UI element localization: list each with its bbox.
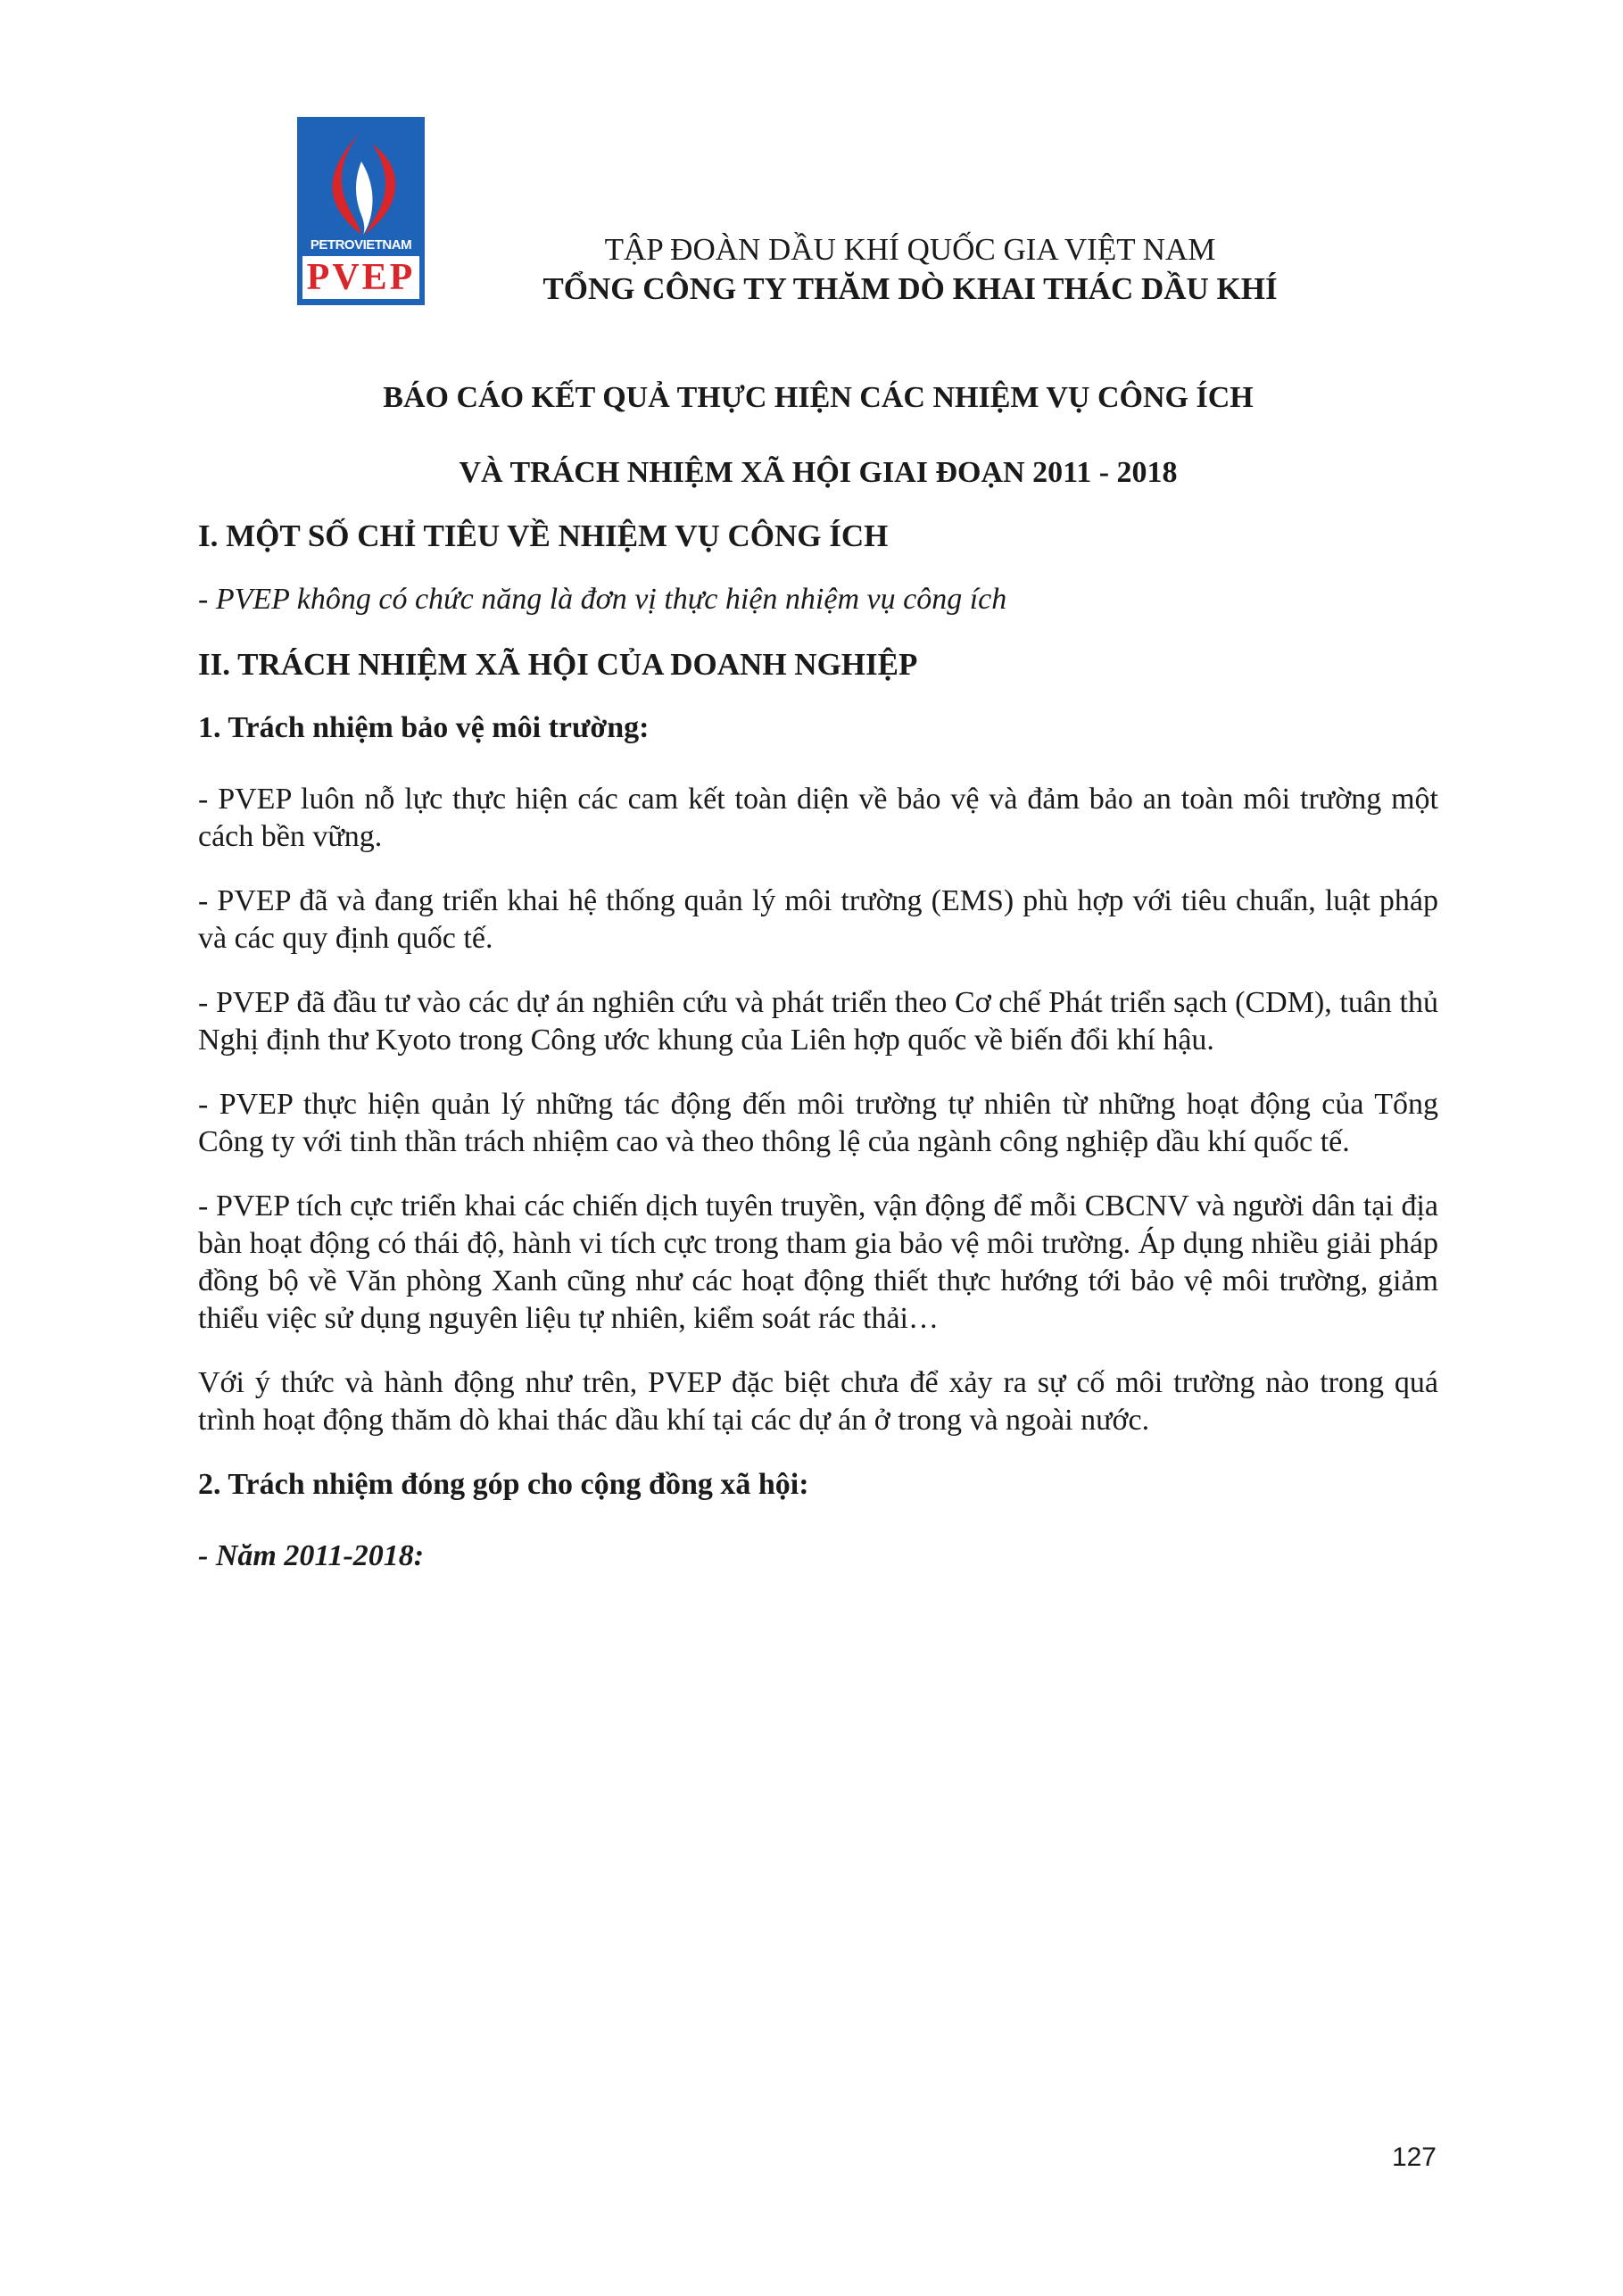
- pvep-logo: [297, 117, 425, 305]
- paragraph: - PVEP đã và đang triển khai hệ thống quản lý môi trường (EMS) phù hợp với tiêu chuẩn, luật pháp và các quy định quốc tế.: [198, 884, 1438, 955]
- paragraph: - PVEP thực hiện quản lý những tác động đến môi trường tự nhiên từ những hoạt động của Tổng Công ty với tinh thần trách nhiệm cao và theo thông lệ của ngành công nghiệp dầu khí quốc tế.: [198, 1088, 1438, 1158]
- page-number: 127: [1391, 2143, 1437, 2172]
- paragraph: Với ý thức và hành động như trên, PVEP đặc biệt chưa để xảy ra sự cố môi trường nào trong quá trình hoạt động thăm dò khai thác dầu khí tại các dự án ở trong và ngoài nước.: [198, 1366, 1438, 1437]
- document-body: [198, 379, 1438, 1575]
- section1-note: - PVEP không có chức năng là đơn vị thực hiện nhiệm vụ công ích: [198, 583, 1007, 616]
- period-label: - Năm 2011-2018:: [198, 1539, 425, 1572]
- paragraph: - PVEP luôn nỗ lực thực hiện các cam kết toàn diện về bảo vệ và đảm bảo an toàn môi trường một cách bền vững.: [198, 783, 1438, 853]
- company-name: TỔNG CÔNG TY THĂM DÒ KHAI THÁC DẦU KHÍ: [542, 271, 1278, 306]
- section1-heading: I. MỘT SỐ CHỈ TIÊU VỀ NHIỆM VỤ CÔNG ÍCH: [198, 518, 889, 553]
- logo-brand-text: PETROVIETNAM: [310, 237, 412, 253]
- paragraph: - PVEP tích cực triển khai các chiến dịch tuyên truyền, vận động để mỗi CBCNV và người dân tại địa bàn hoạt động có thái độ, hành vi tích cực trong tham gia bảo vệ môi trường. Áp dụng nhiều giải pháp đồng bộ về Văn phòng Xanh cũng như các hoạt động thiết thực hướng tới bảo vệ môi trường, giảm thiểu việc sử dụng nguyên liệu tự nhiên, kiểm soát rác thải…: [198, 1189, 1438, 1335]
- subsection1-heading: 1. Trách nhiệm bảo vệ môi trường:: [198, 711, 650, 744]
- paragraph: - PVEP đã đầu tư vào các dự án nghiên cứu và phát triển theo Cơ chế Phát triển sạch (CDM), tuân thủ Nghị định thư Kyoto trong Công ước khung của Liên hợp quốc về biến đổi khí hậu.: [198, 986, 1438, 1057]
- report-title-line1: BÁO CÁO KẾT QUẢ THỰC HIỆN CÁC NHIỆM VỤ CÔNG ÍCH: [383, 381, 1254, 414]
- parent-organization: TẬP ĐOÀN DẦU KHÍ QUỐC GIA VIỆT NAM: [604, 232, 1216, 267]
- logo-name-text: PVEP: [302, 256, 419, 299]
- section2-heading: II. TRÁCH NHIỆM XÃ HỘI CỦA DOANH NGHIỆP: [198, 647, 918, 682]
- report-title-line2: VÀ TRÁCH NHIỆM XÃ HỘI GIAI ĐOẠN 2011 - 2018: [459, 456, 1178, 489]
- subsection2-heading: 2. Trách nhiệm đóng góp cho cộng đồng xã hội:: [198, 1468, 809, 1501]
- organization-header: [500, 230, 1321, 309]
